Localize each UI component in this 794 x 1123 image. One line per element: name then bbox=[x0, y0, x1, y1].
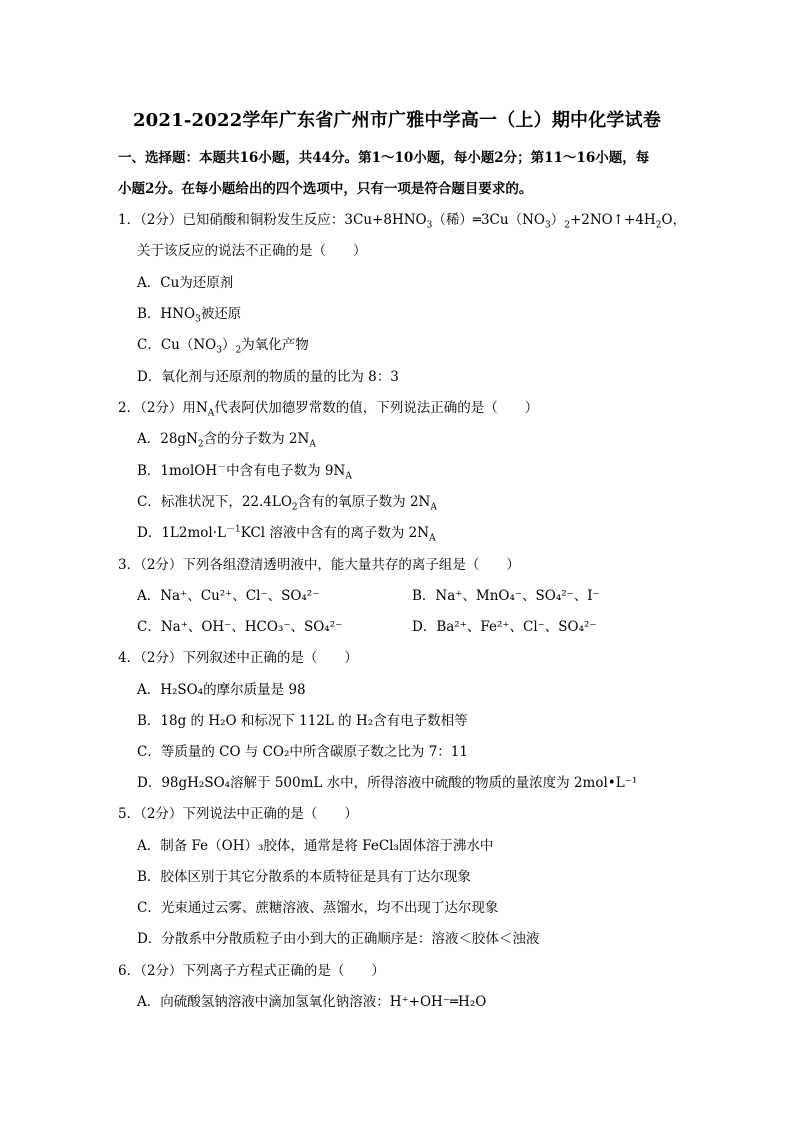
q3-option-c[interactable]: C．Na⁺、OH⁻、HCO₃⁻、SO₄²⁻ bbox=[137, 619, 343, 635]
q2-stem: 2．（2分）用$N_A$代表阿伏加德罗常数的值，下列说法正确的是（ ） bbox=[118, 400, 539, 419]
q1-option-b[interactable]: B．$HNO_3$被还原 bbox=[137, 306, 242, 325]
q4-option-d[interactable]: D．98gH₂SO₄溶解于 500mL 水中，所得溶液中硫酸的物质的量浓度为 2mol•L⁻¹ bbox=[137, 775, 638, 791]
q5-option-c[interactable]: C．光束通过云雾、蔗糖溶液、蒸馏水，均不出现丁达尔现象 bbox=[137, 900, 499, 916]
q3-option-b[interactable]: B．Na⁺、MnO₄⁻、SO₄²⁻、I⁻ bbox=[412, 588, 600, 604]
q3-option-a[interactable]: A．Na⁺、Cu²⁺、Cl⁻、SO₄²⁻ bbox=[137, 588, 320, 604]
q2-option-c[interactable]: C．标准状况下，$22.4LO_2$含有的氧原子数为 $2N_A$ bbox=[137, 494, 437, 513]
q4-option-c[interactable]: C．等质量的 CO 与 CO₂中所含碳原子数之比为 7：11 bbox=[137, 744, 468, 760]
q5-stem: 5．（2分）下列说法中正确的是（ ） bbox=[118, 806, 358, 822]
q2-option-b[interactable]: B．1molOH－中含有电子数为 $9N_A$ bbox=[137, 462, 352, 482]
q4-option-b[interactable]: B．18g 的 H₂O 和标况下 112L 的 H₂含有电子数相等 bbox=[137, 713, 468, 729]
q5-option-a[interactable]: A．制备 Fe（OH）₃胶体，通常是将 FeCl₃固体溶于沸水中 bbox=[137, 838, 494, 854]
q3-stem: 3．（2分）下列各组澄清透明液中，能大量共存的离子组是（ ） bbox=[118, 557, 520, 573]
q1-option-a[interactable]: A．Cu为还原剂 bbox=[137, 275, 234, 291]
exam-title: 2021-2022学年广东省广州市广雅中学高一（上）期中化学试卷 bbox=[132, 110, 662, 131]
q1-stem-line2: 关于该反应的说法不正确的是（ ） bbox=[137, 243, 367, 259]
q1-stem: 1．（2分）已知硝酸和铜粉发生反应：$3Cu+8HNO_3$（稀）$═3Cu(NO_3)_2+2NO↑+4H_2O$， bbox=[118, 212, 687, 231]
q1-option-c[interactable]: C．$Cu(NO_3)_2$为氧化产物 bbox=[137, 337, 309, 356]
q6-option-a[interactable]: A．向硫酸氢钠溶液中滴加氢氧化钠溶液：H⁺+OH⁻═H₂O bbox=[137, 994, 487, 1010]
q1-option-d[interactable]: D．氧化剂与还原剂的物质的量的比为 8：3 bbox=[137, 369, 399, 385]
section-instructions-line2: 小题2分。在每小题给出的四个选项中，只有一项是符合题目要求的。 bbox=[118, 181, 533, 197]
q5-option-b[interactable]: B．胶体区别于其它分散系的本质特征是具有丁达尔现象 bbox=[137, 869, 471, 885]
q3-option-d[interactable]: D．Ba²⁺、Fe²⁺、Cl⁻、SO₄²⁻ bbox=[412, 619, 597, 635]
section-instructions-line1: 一、选择题：本题共16小题，共44分。第1～10小题，每小题2分；第11～16小题，每 bbox=[118, 150, 650, 166]
q2-option-d[interactable]: D．$1L2mol\cdot L^{-1}KCl$ 溶液中含有的离子数为 $2N_A$ bbox=[137, 524, 436, 544]
q2-option-a[interactable]: A．$28gN_2$含的分子数为 $2N_A$ bbox=[137, 431, 316, 450]
q4-option-a[interactable]: A．H₂SO₄的摩尔质量是 98 bbox=[137, 682, 306, 698]
q5-option-d[interactable]: D．分散系中分散质粒子由小到大的正确顺序是：溶液＜胶体＜浊液 bbox=[137, 931, 540, 947]
q4-stem: 4．（2分）下列叙述中正确的是（ ） bbox=[118, 650, 358, 666]
q6-stem: 6．（2分）下列离子方程式正确的是（ ） bbox=[118, 963, 385, 979]
